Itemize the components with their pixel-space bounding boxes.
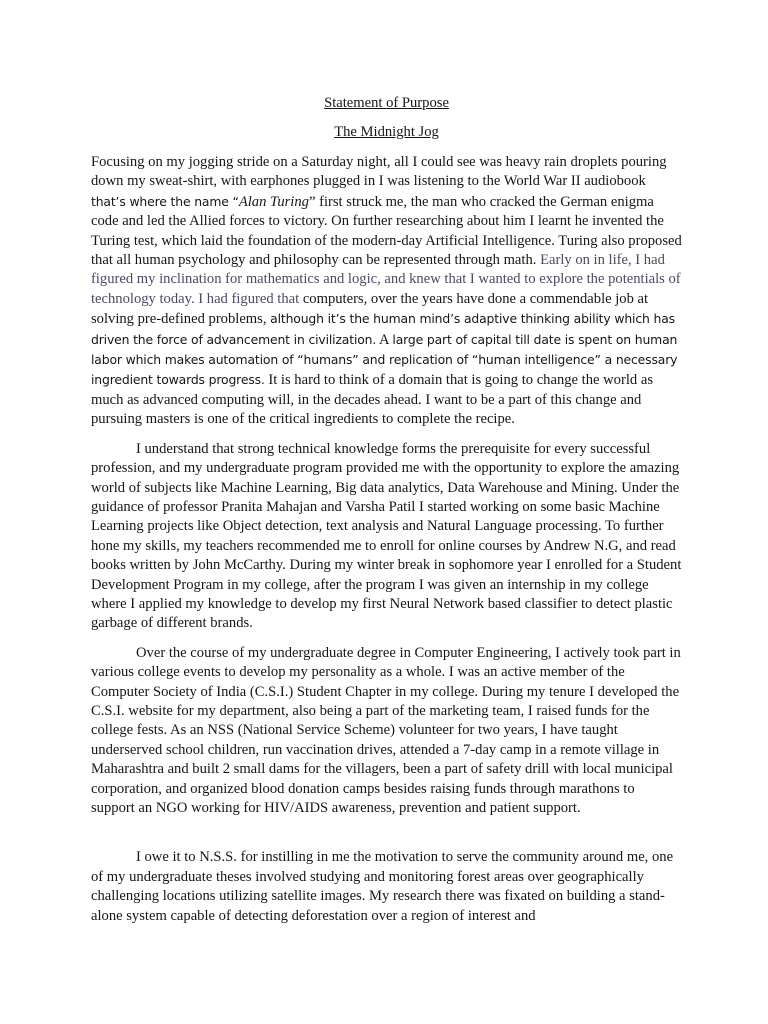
text-run: It is hard to think of a domain that is going to change the world as much as advanced computing will, in the decades ahead. I want to be a part of this change and pursuing masters is one of the critical ingredients to complete the recipe. <box>91 372 653 428</box>
text-run: A <box>376 331 393 348</box>
italic-name: Alan Turing <box>238 193 309 210</box>
text-run: although it’s the human mind’s adaptive thinking ability which has driven the force of advancement in civilization. <box>91 311 675 347</box>
text-run: large part of capital till date is spent on human labor which makes automation of “humans” and replication of “human intelligence” a necessary ingredient towards progress. <box>91 331 678 388</box>
highlighted-text: Early on in life, I had figured my inclination for mathematics and logic, and knew that I wanted to explore the potentials of technology today. I had figured that <box>91 252 681 307</box>
text-run: computers, over the years have done a commendable job at solving pre-defined problems, <box>91 290 649 328</box>
paragraph-technical: I understand that strong technical knowledge forms the prerequisite for every successful profession, and my undergraduate program provided me with the opportunity to explore the amazing world of subjects like Machine Learning, Big data analytics, Data Warehouse and Mining. Under the guidance of professor Pranita Mahajan and Varsha Patil I started working on some basic Machine Learning projects like Object detection, text analysis and Natural Language processing. To further hone my skills, my teachers recommended me to enroll for online courses by Andrew N.G, and read books written by John McCarthy. During my winter break in sophomore year I enrolled for a Student Development Program in my college, after the program I was given an internship in my college where I applied my knowledge to develop my first Neural Network based classifier to detect plastic garbage of different brands. <box>91 440 682 632</box>
document-title: Statement of Purpose <box>324 95 449 111</box>
text-run: first struck me, the man who cracked the German enigma code and led the Allied forces to victory. On further researching about him I learnt he invented the Turing test, which laid the foundation of the modern-day Artificial Intelligence. Turing also proposed that all human psychology and philosophy can be represented through math. <box>91 193 682 269</box>
document-subtitle: The Midnight Jog <box>334 124 439 140</box>
text-run: ” <box>308 193 316 210</box>
text-run: that’s where the name “ <box>91 193 239 209</box>
paragraph-activities: Over the course of my undergraduate degree in Computer Engineering, I actively took part in various college events to develop my personality as a whole. I was an active member of the Computer Society of India (C.S.I.) Student Chapter in my college. During my tenure I developed the C.S.I. website for my department, also being a part of the marketing team, I raised funds for the college fests. As an NSS (National Service Scheme) volunteer for two years, I have taught underserved school children, run vaccination drives, attended a 7-day camp in a remote village in Maharashtra and built 2 small dams for the villagers, been a part of safety drill with local municipal corporation, and organized blood donation camps besides raising funds through marathons to support an NGO working for HIV/AIDS awareness, prevention and patient support. <box>91 644 681 816</box>
paragraph-intro <box>91 153 682 430</box>
paragraph-nss: I owe it to N.S.S. for instilling in me the motivation to serve the community around me, one of my undergraduate theses involved studying and monitoring forest areas over geographically challenging locations utilizing satellite images. My research there was fixated on building a stand-alone system capable of detecting deforestation over a region of interest and <box>91 849 674 924</box>
text-run: Focusing on my jogging stride on a Saturday night, all I could see was heavy rain droplets pouring down my sweat-shirt, with earphones plugged in I was listening to the World War II audiobook <box>91 154 667 190</box>
